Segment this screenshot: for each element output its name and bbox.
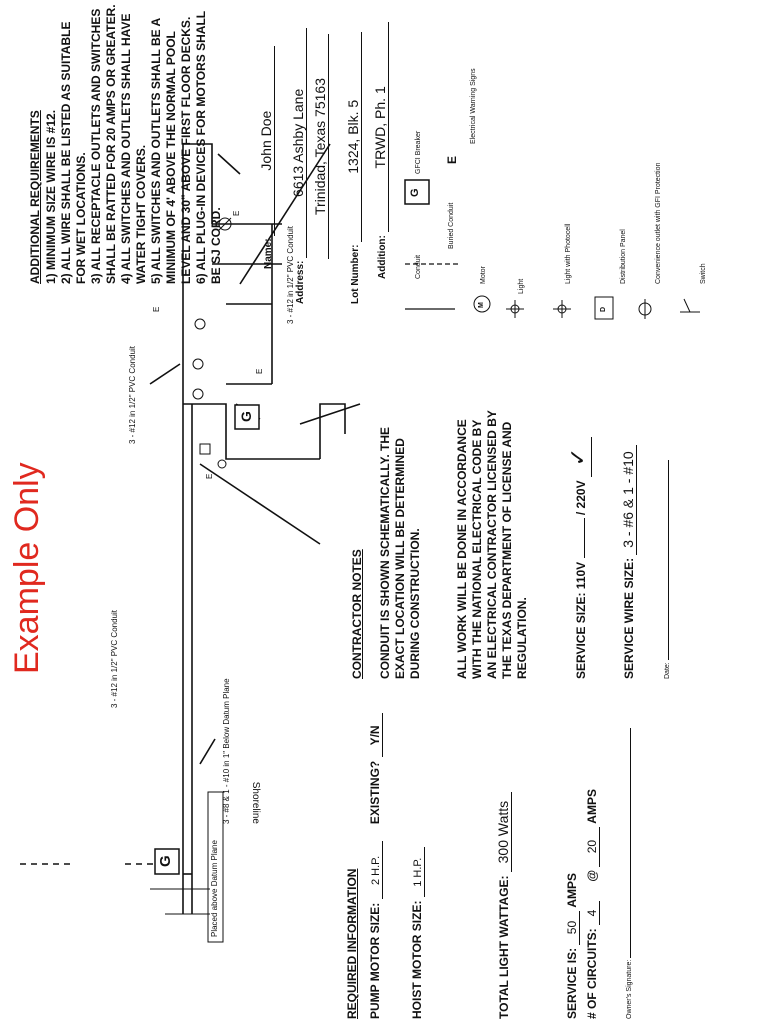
circuits-value[interactable]: 4 — [585, 901, 600, 925]
conduit-label-right: 3 - #12 in 1/2" PVC Conduit — [286, 225, 295, 324]
lot-label: Lot Number: — [350, 244, 361, 304]
additional-item: 5) ALL SWITCHES AND OUTLETS SHALL BE A MINIMUM OF 4' ABOVE THE NORMAL POOL LEVEL AND 30" ABOVE FIRST FLOOR DECKS. — [149, 16, 193, 284]
legend-motor: Motor — [480, 266, 487, 284]
legend-gfci: GFCI Breaker — [415, 130, 422, 174]
contractor-note-1: CONDUIT IS SHOWN SCHEMATICALLY. THE EXACT LOCATION WILL BE DETERMINED DURING CONSTRUCTION. — [378, 426, 422, 679]
address-line2[interactable]: Trinidad, Texas 75163 — [312, 34, 329, 259]
pump-value[interactable]: 2 H.P. — [370, 841, 383, 899]
gfci-left-label: G — [157, 855, 174, 867]
legend-photocell: Light with Photocell — [565, 223, 572, 284]
gfci-right-label: G — [238, 411, 254, 422]
shoreline-label: Shoreline — [250, 781, 261, 824]
service-size-label: SERVICE SIZE: — [574, 592, 588, 679]
existing-value[interactable]: Y/N — [368, 713, 383, 757]
name-value[interactable]: John Doe — [258, 46, 275, 236]
legend-warning: Electrical Warning Signs — [470, 68, 477, 144]
service-label: SERVICE IS: — [565, 947, 579, 1019]
legend-gfi-outlet: Convenience outlet with GFI Protection — [655, 162, 662, 284]
legend-g-symbol: G — [409, 188, 421, 197]
wattage-value[interactable]: 300 Watts — [495, 792, 512, 872]
circuits-unit: AMPS — [585, 789, 599, 824]
required-info-heading: REQUIRED INFORMATION — [345, 868, 359, 1019]
legend-e-symbol: E — [445, 155, 459, 164]
contractor-note-2: ALL WORK WILL BE DONE IN ACCORDANCE WITH THE NATIONAL ELECTRICAL CODE BY AN ELECTRICAL CONTRACTOR LICENSED BY THE TEXAS DEPARTMENT OF LICENSE AND REGULATION. — [455, 410, 529, 679]
check-mark-icon: ✓ — [565, 447, 590, 467]
addition-label: Addition: — [377, 235, 388, 279]
service-unit: AMPS — [565, 872, 579, 908]
legend-buried: Buried Conduit — [448, 202, 455, 249]
pump-label: PUMP MOTOR SIZE: — [368, 902, 382, 1019]
at-sign: @ — [585, 869, 599, 882]
existing-label: EXISTING? — [368, 760, 382, 825]
e-label-1: E — [205, 473, 214, 479]
additional-item: 2) ALL WIRE SHALL BE LISTED AS SUITABLE FOR WET LOCATIONS. — [59, 21, 88, 284]
legend-light: Light — [518, 278, 525, 294]
legend-d-symbol: D — [600, 306, 607, 312]
contractor-notes-heading: CONTRACTOR NOTES — [350, 549, 364, 679]
circuits-label: # OF CIRCUITS: — [585, 928, 599, 1019]
name-label: Name: — [263, 238, 274, 269]
legend-m-symbol: M — [478, 302, 485, 308]
address-label: Address: — [295, 260, 306, 304]
circuits-amps[interactable]: 20 — [585, 827, 600, 867]
e-label-3: E — [152, 306, 161, 312]
wattage-label: TOTAL LIGHT WATTAGE: — [497, 875, 511, 1019]
hoist-label: HOIST MOTOR SIZE: — [410, 900, 424, 1019]
additional-item: 1) MINIMUM SIZE WIRE IS #12. — [44, 109, 58, 284]
service-wire-value[interactable]: 3 - #6 & 1 - #10 — [620, 445, 637, 555]
additional-item: 6) ALL PLUG-IN DEVICES FOR MOTORS SHALL BE SJ CORD. — [194, 11, 223, 284]
watermark: Example Only — [8, 462, 46, 674]
legend-panel: Distribution Panel — [620, 229, 627, 284]
legend-switch: Switch — [700, 263, 707, 284]
addition-value[interactable]: TRWD, Ph. 1 — [372, 22, 389, 232]
additional-heading: ADDITIONAL REQUIREMENTS — [28, 110, 42, 284]
date-label: Date: — [664, 662, 671, 679]
placed-above-label: Placed above Datum Plane — [210, 840, 219, 937]
service-size-value: 110V — [574, 561, 588, 590]
lot-value[interactable]: 1324, Blk. 5 — [345, 32, 362, 242]
hoist-value[interactable]: 1 H.P. — [412, 847, 425, 897]
e-label-2: E — [255, 368, 264, 374]
conduit-label-top-right: 3 - #12 in 1/2" PVC Conduit — [128, 345, 137, 444]
e-label-4: E — [232, 210, 241, 216]
legend-conduit: Conduit — [415, 254, 422, 279]
service-wire-label: SERVICE WIRE SIZE: — [622, 557, 636, 679]
service-size-sep: / 220V — [574, 480, 588, 516]
conduit-label-top-left: 3 - #12 in 1/2" PVC Conduit — [110, 609, 119, 708]
address-line1[interactable]: 6613 Ashby Lane — [290, 28, 307, 258]
additional-item: 4) ALL SWITCHES AND OUTLETS SHALL HAVE WATER TIGHT COVERS. — [119, 13, 148, 284]
additional-item: 3) ALL RECEPTACLE OUTLETS AND SWITCHES SHALL BE RATTED FOR 20 AMPS OR GREATER. — [89, 4, 118, 284]
conduit-label-datum: 3 - #8 & 1 - #10 in 1" Below Datum Plane — [222, 678, 231, 824]
owner-sig-label: Owner's Signature: — [626, 959, 633, 1019]
service-value[interactable]: 50 — [565, 911, 580, 945]
